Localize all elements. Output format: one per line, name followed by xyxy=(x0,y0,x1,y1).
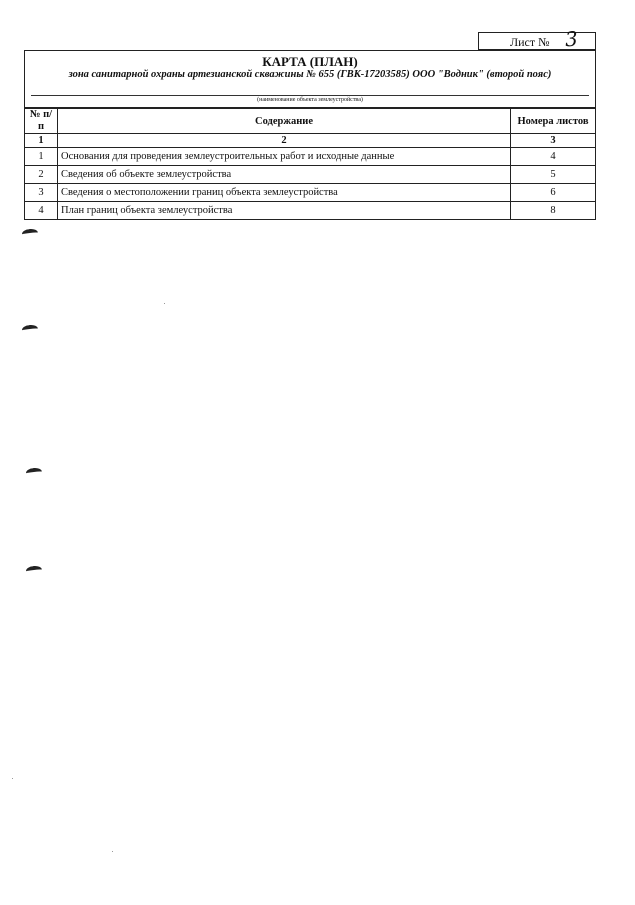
object-caption: (наименование объекта землеустройства) xyxy=(257,97,363,103)
column-number: 3 xyxy=(511,134,596,148)
row-sheets: 4 xyxy=(511,148,596,166)
row-content: Сведения о местоположении границ объекта землеустройства xyxy=(58,184,511,202)
table-row xyxy=(25,184,596,202)
sheet-number-box xyxy=(478,26,596,52)
column-number-row xyxy=(25,134,596,148)
row-sheets: 5 xyxy=(511,166,596,184)
column-number: 2 xyxy=(58,134,511,148)
column-number: 1 xyxy=(25,134,58,148)
row-content: Сведения об объекте землеустройства xyxy=(58,166,511,184)
document-subtitle: зона санитарной охраны артезианской скважины № 655 (ГВК-17203585) ООО "Водник" (второй пояс) xyxy=(68,69,552,80)
binder-hole-mark xyxy=(22,324,39,335)
binder-hole-mark xyxy=(26,467,43,478)
contents-table xyxy=(24,108,596,220)
sheet-label: Лист № xyxy=(510,35,550,49)
row-number: 4 xyxy=(25,202,58,220)
table-row xyxy=(25,148,596,166)
row-content: Основания для проведения землеустроительных работ и исходные данные xyxy=(58,148,511,166)
row-number: 1 xyxy=(25,148,58,166)
table-row xyxy=(25,166,596,184)
scan-speck xyxy=(12,778,13,779)
binder-hole-mark xyxy=(22,228,39,239)
table-row xyxy=(25,202,596,220)
binder-hole-mark xyxy=(26,565,43,576)
column-header-number: № п/п xyxy=(25,109,58,134)
document-title: КАРТА (ПЛАН) xyxy=(262,54,358,69)
scan-speck xyxy=(164,303,165,304)
row-sheets: 8 xyxy=(511,202,596,220)
column-header-sheets: Номера листов xyxy=(511,109,596,134)
underline-rule xyxy=(31,95,589,96)
row-content: План границ объекта землеустройства xyxy=(58,202,511,220)
column-header-content: Содержание xyxy=(58,109,511,134)
document-header xyxy=(24,50,596,108)
row-sheets: 6 xyxy=(511,184,596,202)
scan-speck xyxy=(112,851,113,852)
row-number: 3 xyxy=(25,184,58,202)
row-number: 2 xyxy=(25,166,58,184)
sheet-number-handwritten: 3 xyxy=(564,26,579,52)
table-header-row xyxy=(25,109,596,134)
